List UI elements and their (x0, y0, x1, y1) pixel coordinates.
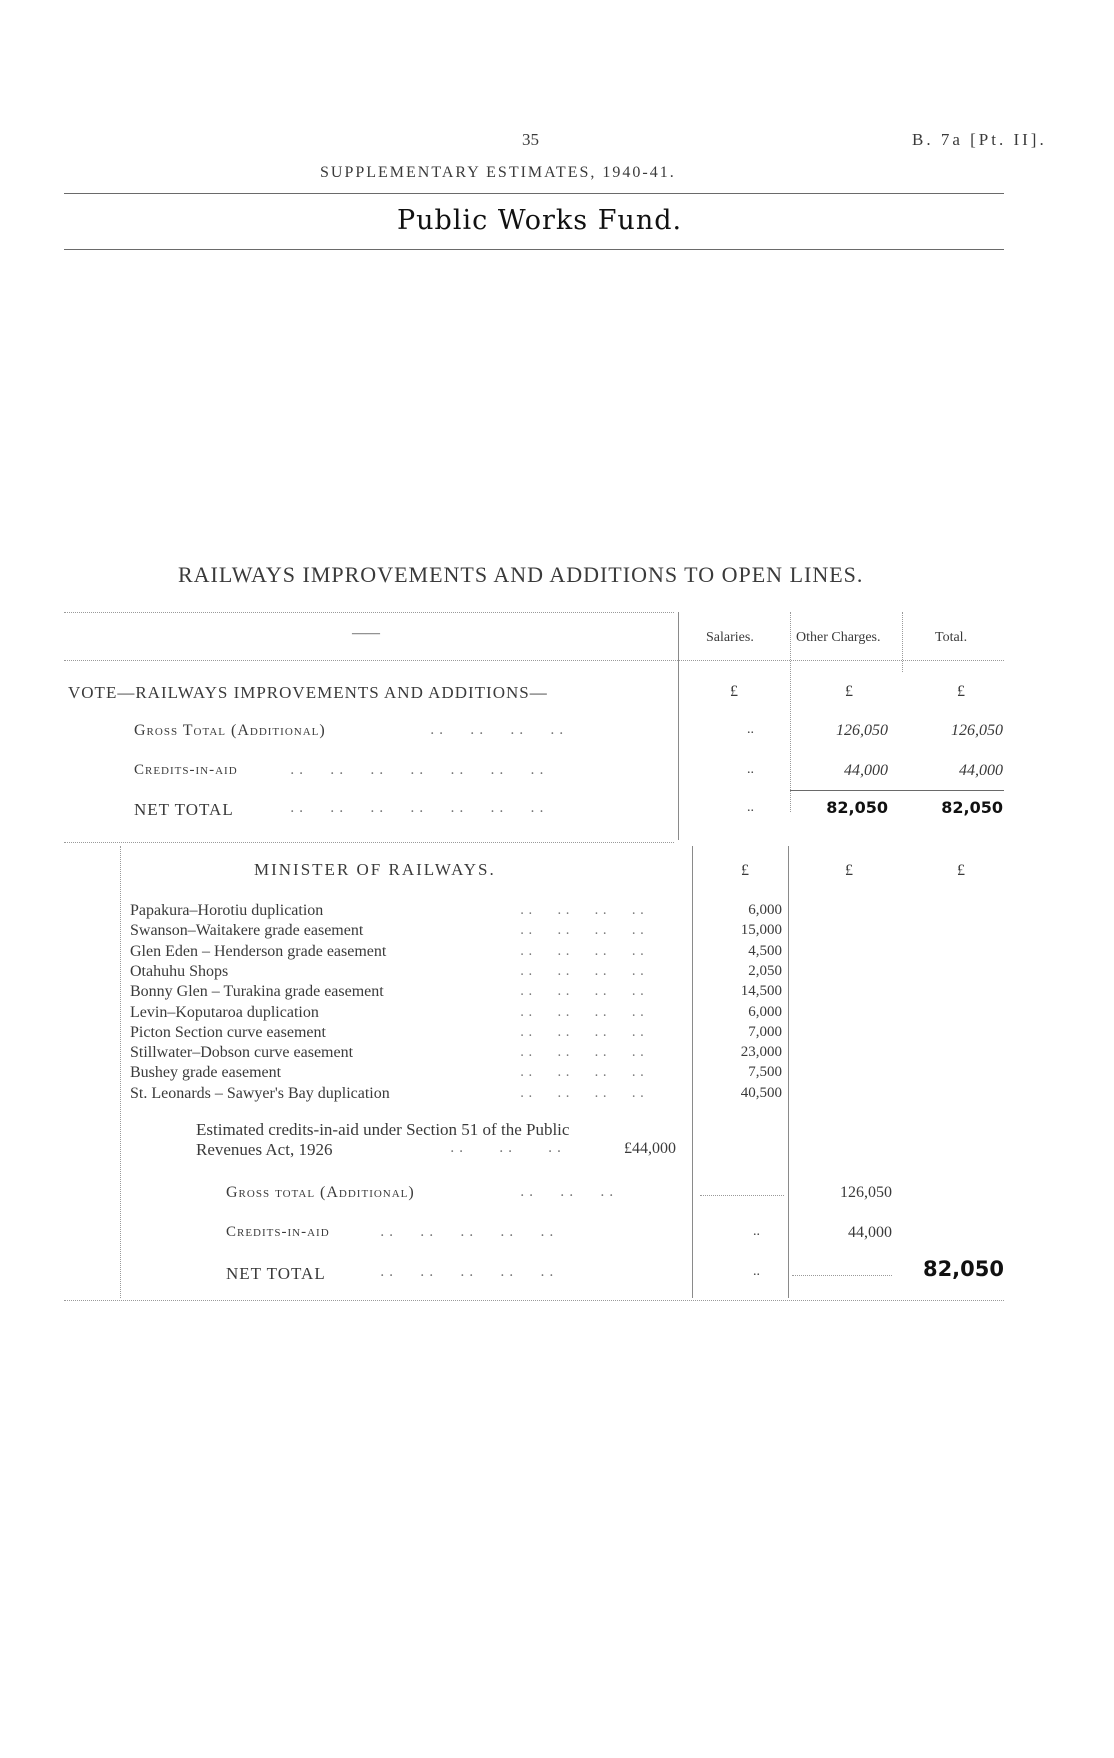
leader-dots: . . . . . . . . (520, 923, 644, 939)
leader-dots: . . . . . . . . . . (380, 1224, 554, 1240)
header-rule-top (64, 193, 1004, 194)
vote-gross-salaries: .. (747, 722, 754, 737)
list-item (130, 943, 785, 963)
list-item-label: Picton Section curve easement (130, 1023, 326, 1041)
summary-credits-salaries: .. (753, 1224, 760, 1239)
list-item-label: Otahuhu Shops (130, 962, 229, 980)
list-item-label: St. Leonards – Sawyer's Bay duplication (130, 1084, 390, 1102)
list-item-amount: 40,500 (740, 1084, 782, 1101)
minister-heading: MINISTER OF RAILWAYS. (254, 860, 496, 879)
list-item (130, 1024, 785, 1044)
leader-dots: . . . . . . . . (520, 963, 644, 979)
column-divider-2 (790, 612, 791, 812)
vote-bottom-rule (64, 842, 674, 843)
leader-dots: . . . . . . . . (520, 984, 644, 1000)
list-item-label: Levin–Koputaroa duplication (130, 1003, 319, 1021)
document-code: B. 7a [Pt. II]. (912, 130, 1047, 149)
vote-currency-other: £ (845, 683, 853, 700)
list-item (130, 963, 785, 983)
list-item-label: Stillwater–Dobson curve easement (130, 1044, 354, 1062)
column-divider-3 (902, 612, 903, 672)
list-item (130, 902, 785, 922)
leader-dots: . . . . . . . . (520, 1045, 644, 1061)
list-item-amount: 7,000 (748, 1023, 782, 1040)
vote-net-total: 82,050 (941, 798, 1003, 817)
vote-currency-total: £ (957, 683, 965, 700)
column-head-dash: —— (352, 626, 380, 641)
vote-net-other: 82,050 (826, 798, 888, 817)
table-head-rule (64, 660, 1004, 661)
vote-credits-salaries: .. (747, 762, 754, 777)
summary-credits-label: Credits-in-aid (226, 1224, 330, 1240)
list-item (130, 1044, 785, 1064)
summary-net-salaries: .. (753, 1264, 760, 1279)
list-item-amount: 6,000 (748, 1003, 782, 1020)
list-item (130, 922, 785, 942)
list-item-amount: 14,500 (740, 983, 782, 1000)
leader-dots: . . . . . . . . . . . . . . (290, 800, 544, 816)
list-item-label: Glen Eden – Henderson grade easement (130, 942, 387, 960)
summary-credits-other: 44,000 (848, 1224, 892, 1241)
summary-gross-other: 126,050 (840, 1184, 892, 1201)
leader-dots: . . . . . . . . (520, 1024, 644, 1040)
column-head-other-charges: Other Charges. (796, 630, 881, 645)
summary-gross-salaries-rule (700, 1195, 784, 1196)
column-head-total: Total. (935, 630, 968, 645)
credits-note-line-2: Revenues Act, 1926 (196, 1140, 333, 1159)
section-title: RAILWAYS IMPROVEMENTS AND ADDITIONS TO OPEN LINES. (178, 562, 864, 587)
vote-credits-label: Credits-in-aid (134, 762, 238, 778)
table-top-rule (64, 612, 674, 613)
minister-currency-total: £ (957, 862, 965, 879)
leader-dots: . . . . . . . . (430, 722, 564, 738)
vote-net-rule (790, 790, 1004, 791)
vote-credits-other: 44,000 (844, 762, 888, 779)
minister-divider-2 (788, 846, 789, 1298)
leader-dots: . . . . . . . . (520, 1085, 644, 1101)
vote-net-total-label: NET TOTAL (134, 800, 234, 819)
credits-note-amount: £44,000 (624, 1140, 676, 1157)
page-bottom-rule (64, 1300, 1004, 1301)
vote-gross-other: 126,050 (836, 722, 888, 739)
vote-gross-total: 126,050 (951, 722, 1003, 739)
list-item-amount: 2,050 (748, 962, 782, 979)
leader-dots: . . . . . . . . (520, 1065, 644, 1081)
leader-dots: . . . . . . (520, 1184, 614, 1200)
vote-gross-total-label: Gross Total (Additional) (134, 722, 326, 739)
fund-title: Public Works Fund. (397, 205, 683, 236)
leader-dots: . . . . . . . . (520, 903, 644, 918)
list-item-amount: 4,500 (748, 942, 782, 959)
document-title: SUPPLEMENTARY ESTIMATES, 1940-41. (320, 164, 676, 181)
leader-dots: . . . . . . (450, 1140, 562, 1156)
vote-label: VOTE—RAILWAYS IMPROVEMENTS AND ADDITIONS— (68, 683, 548, 702)
summary-gross-label: Gross total (Additional) (226, 1184, 415, 1201)
leader-dots: . . . . . . . . . . . . . . (290, 762, 544, 778)
list-item-amount: 23,000 (740, 1044, 782, 1061)
list-item-label: Bonny Glen – Turakina grade easement (130, 983, 384, 1001)
list-item-amount: 15,000 (740, 922, 782, 939)
header-rule-bottom (64, 249, 1004, 250)
credits-note-line-1: Estimated credits-in-aid under Section 51 of the Public (196, 1120, 570, 1139)
summary-net-other-rule (792, 1275, 892, 1276)
leader-dots: . . . . . . . . (520, 943, 644, 959)
leader-dots: . . . . . . . . (520, 1004, 644, 1020)
list-item (130, 1064, 785, 1084)
summary-net-total: 82,050 (922, 1257, 1004, 1281)
leader-dots: . . . . . . . . . . (380, 1264, 554, 1280)
list-item-label: Swanson–Waitakere grade easement (130, 922, 364, 940)
list-item (130, 983, 785, 1003)
column-head-salaries: Salaries. (706, 630, 754, 645)
list-item-label: Papakura–Horotiu duplication (130, 902, 324, 919)
page-number: 35 (522, 130, 539, 149)
summary-net-label: NET TOTAL (226, 1264, 326, 1283)
list-item (130, 1004, 785, 1024)
vote-credits-total: 44,000 (959, 762, 1003, 779)
minister-currency-other: £ (845, 862, 853, 879)
vote-net-salaries: .. (747, 800, 754, 815)
list-item-amount: 7,500 (748, 1064, 782, 1081)
list-item-label: Bushey grade easement (130, 1064, 282, 1082)
list-item (130, 1085, 785, 1105)
minister-left-border (120, 846, 121, 1298)
vote-currency-salaries: £ (730, 683, 738, 700)
list-item-amount: 6,000 (748, 902, 782, 918)
column-divider-1 (678, 612, 679, 840)
minister-currency-salaries: £ (741, 862, 749, 879)
